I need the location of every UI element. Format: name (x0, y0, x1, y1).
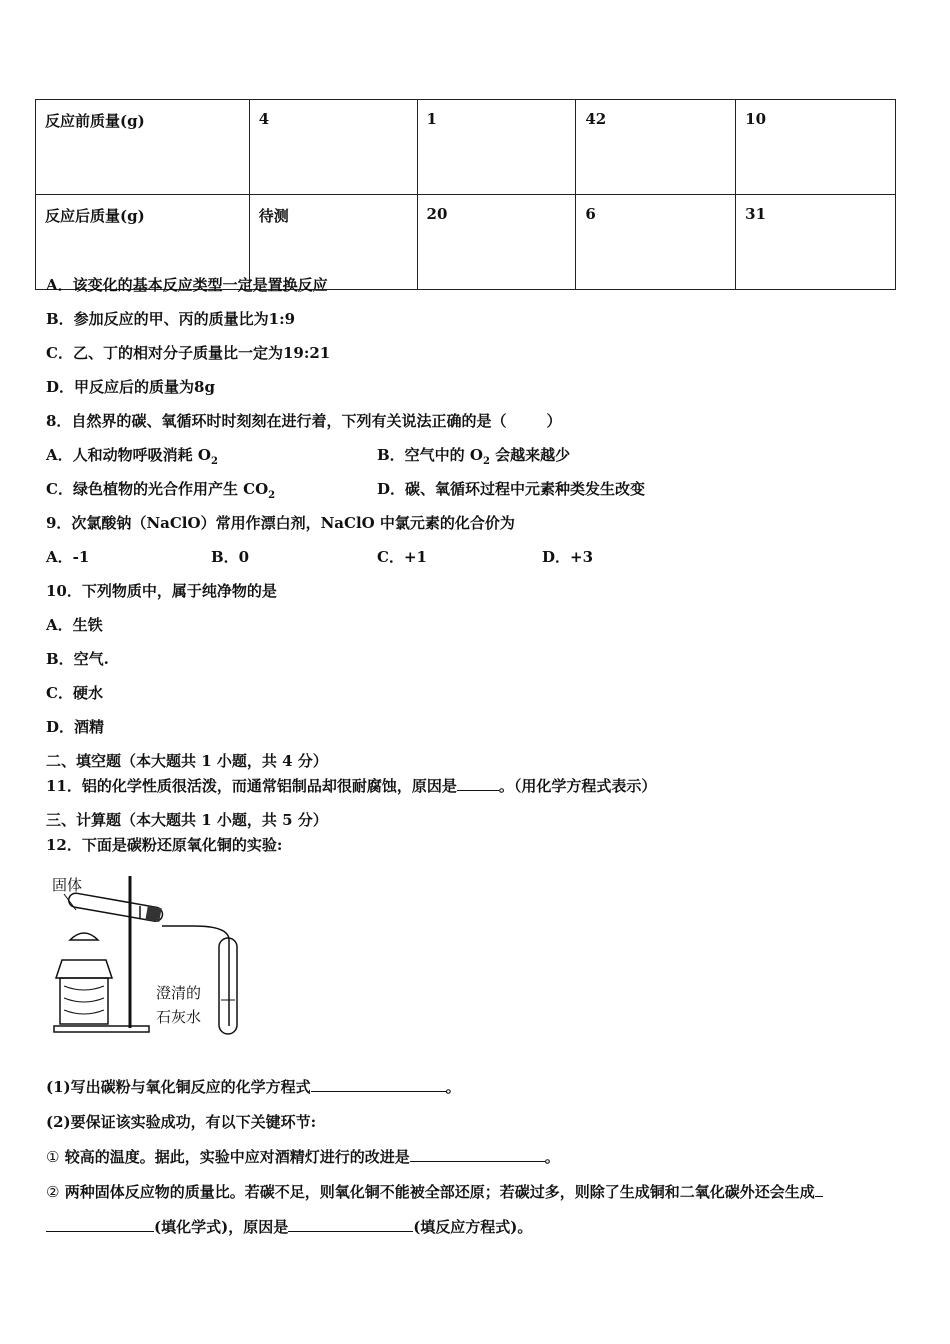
answer-blank[interactable] (410, 1147, 545, 1162)
subscript: 2 (268, 490, 276, 501)
q12-part-2-2-cont (46, 1216, 532, 1237)
q12-part-2-2-text: 两种固体反应物的质量比。若碳不足，则氧化铜不能被全部还原；若碳过多，则除了生成铜和二氧化碳外还会生成 (64, 1183, 815, 1201)
subscript: 2 (482, 456, 490, 467)
q8-stem (46, 410, 561, 431)
q12-stem: 12．下面是碳粉还原氧化铜的实验: (46, 836, 283, 854)
q10-option-d: D．酒精 (46, 718, 105, 736)
label-lime-water-2: 石灰水 (156, 1008, 202, 1026)
wood-grain (64, 986, 104, 1014)
q8-option-b (377, 444, 570, 467)
lamp-body (56, 960, 112, 978)
q8-b-text-tail: 会越来越少 (489, 446, 571, 464)
q8-stem-end: ） (546, 412, 562, 430)
flame (70, 933, 98, 940)
q12-part-2-1 (46, 1146, 560, 1167)
q12-part-1 (46, 1076, 461, 1097)
answer-blank[interactable] (311, 1077, 446, 1092)
table-cell: 42 (576, 100, 736, 195)
table-cell: 20 (417, 195, 576, 290)
table-row (36, 100, 896, 195)
section2-heading: 二、填空题（本大题共 1 小题，共 4 分） (46, 752, 328, 770)
q8-option-d: D．碳、氧循环过程中元素种类发生改变 (377, 480, 646, 498)
test-tube-horizontal (68, 892, 164, 922)
row-label: 反应后质量(g) (36, 195, 250, 290)
section3-heading: 三、计算题（本大题共 1 小题，共 5 分） (46, 811, 328, 829)
circled-2: ② (46, 1183, 60, 1201)
stand-base (54, 1026, 149, 1032)
q8-a-text: A．人和动物呼吸消耗 O (46, 446, 211, 464)
q10-option-c: C．硬水 (46, 684, 103, 702)
answer-blank[interactable] (457, 776, 499, 791)
table-cell: 31 (736, 195, 896, 290)
table-cell: 10 (736, 100, 896, 195)
test-tube-vertical (219, 938, 237, 1034)
q11-text: 11．铝的化学性质很活泼，而通常铝制品却很耐腐蚀，原因是 (46, 777, 457, 795)
q10-option-b: B．空气. (46, 650, 109, 668)
q12-part-2-2-cont-text: (填化学式)，原因是 (154, 1218, 289, 1236)
q9-option-d: D．+3 (542, 548, 594, 566)
label-lime-water-1: 澄清的 (156, 984, 202, 1002)
q12-part-2-2 (46, 1181, 823, 1202)
q12-part-2-1-tail: 。 (544, 1148, 560, 1166)
q11-tail: 。（用化学方程式表示） (498, 777, 657, 795)
q8-c-text: C．绿色植物的光合作用产生 CO (46, 480, 269, 498)
q9-option-b: B．0 (211, 548, 250, 566)
q9-option-c: C．+1 (377, 548, 427, 566)
table-cell: 4 (249, 100, 417, 195)
subscript: 2 (210, 456, 218, 467)
wood-block (60, 978, 108, 1024)
q12-part-1-tail: 。 (445, 1078, 461, 1096)
q8-option-a (46, 444, 218, 467)
q8-b-text: B．空气中的 O (377, 446, 483, 464)
q10-option-a: A．生铁 (46, 616, 103, 634)
q12-part-1-text: (1)写出碳粉与氧化铜反应的化学方程式 (46, 1078, 311, 1096)
mass-table (35, 99, 896, 290)
q12-part-2-2-cont-tail: (填反应方程式)。 (413, 1218, 533, 1236)
table-cell: 待测 (249, 195, 417, 290)
table-cell: 6 (576, 195, 736, 290)
q9-stem: 9．次氯酸钠（NaClO）常用作漂白剂，NaClO 中氯元素的化合价为 (46, 514, 515, 532)
q10-stem: 10．下列物质中，属于纯净物的是 (46, 582, 277, 600)
q11 (46, 775, 656, 796)
q7-option-d: D．甲反应后的质量为8g (46, 378, 215, 396)
q8-option-c (46, 478, 275, 501)
q8-stem-text: 8．自然界的碳、氧循环时时刻刻在进行着，下列有关说法正确的是（ (46, 412, 507, 430)
row-label: 反应前质量(g) (36, 100, 250, 195)
apparatus-figure (44, 870, 254, 1040)
q9-option-a: A．-1 (46, 548, 90, 566)
q7-option-b: B．参加反应的甲、丙的质量比为1:9 (46, 310, 296, 328)
answer-blank[interactable] (815, 1182, 823, 1197)
q7-option-a: A．该变化的基本反应类型一定是置换反应 (46, 276, 328, 294)
answer-blank[interactable] (288, 1217, 413, 1232)
q7-option-c: C．乙、丁的相对分子质量比一定为19:21 (46, 344, 331, 362)
circled-1: ① (46, 1148, 60, 1166)
table-cell: 1 (417, 100, 576, 195)
q12-part-2-1-text: 较高的温度。据此，实验中应对酒精灯进行的改进是 (64, 1148, 410, 1166)
q12-part-2: (2)要保证该实验成功，有以下关键环节: (46, 1113, 317, 1131)
label-solid: 固体 (52, 876, 83, 894)
answer-blank[interactable] (46, 1217, 154, 1232)
